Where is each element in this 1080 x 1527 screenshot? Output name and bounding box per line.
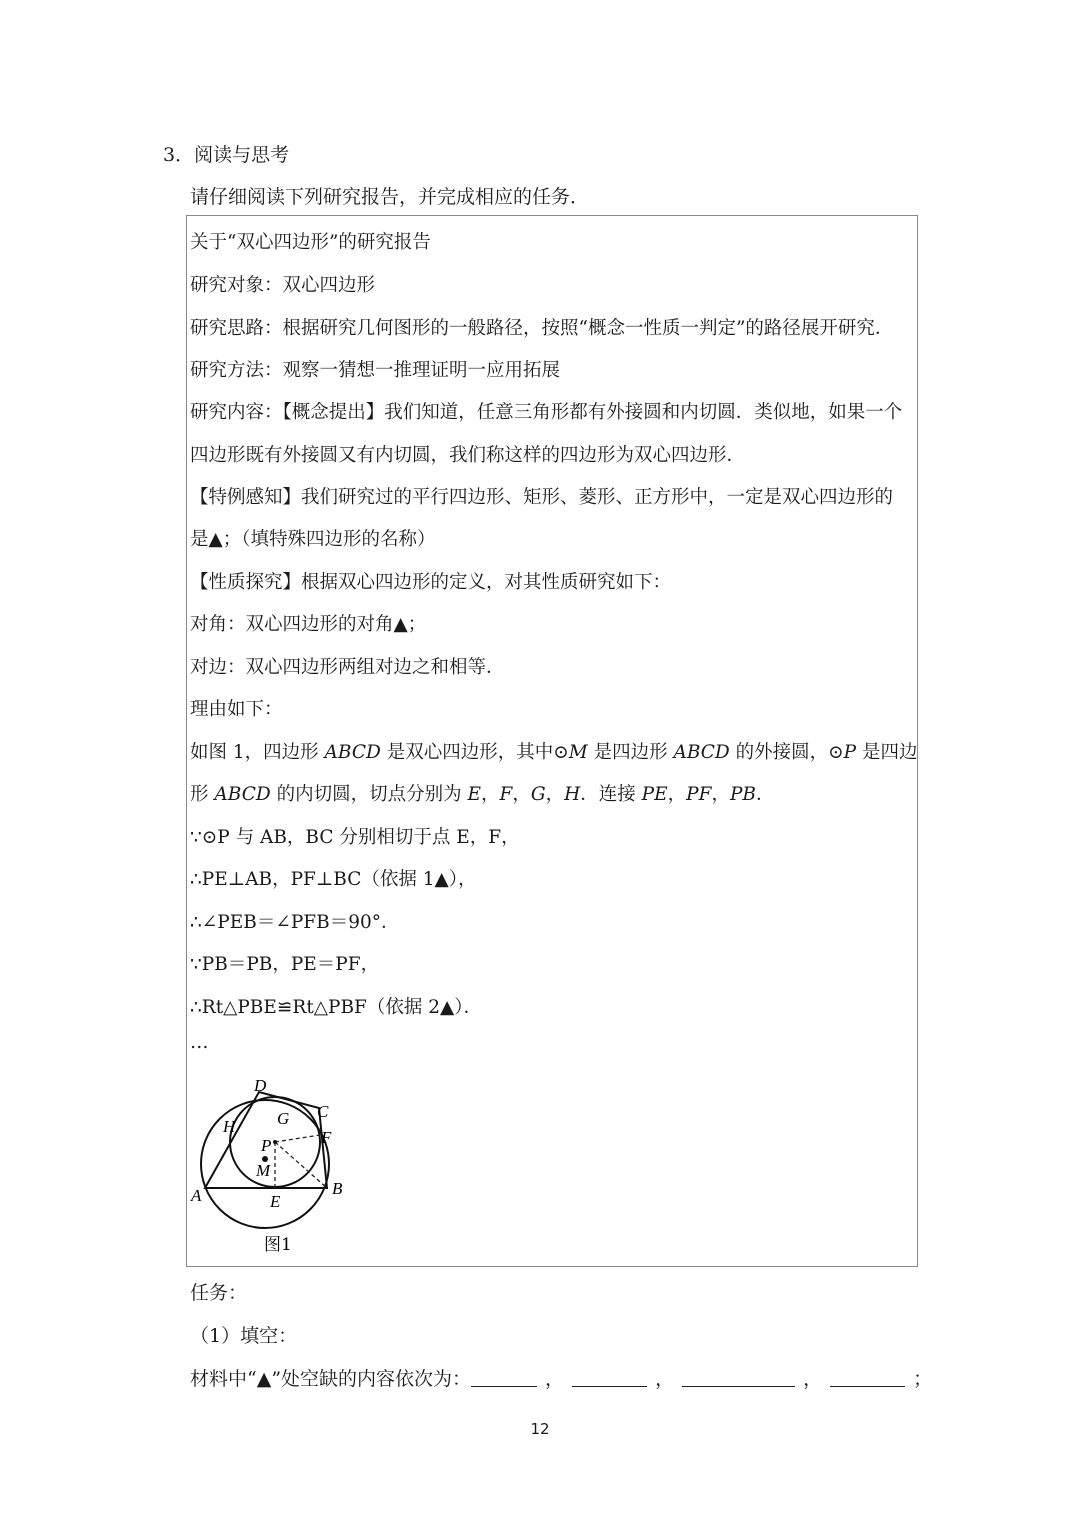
answer-blank-3[interactable]	[682, 1368, 795, 1387]
report-title: 关于“双心四边形”的研究报告	[190, 232, 431, 253]
proof-line-2: 形 ABCD 的内切圆，切点分别为 E，F，G，H．连接 PE，PF，PB．	[190, 784, 775, 805]
proof-line-1: 如图 1，四边形 ABCD 是双心四边形，其中⊙M 是四边形 ABCD 的外接圆，⊙P 是四边	[190, 742, 918, 763]
segment-PF	[275, 1135, 320, 1142]
label-P: P	[261, 1136, 272, 1155]
property-angles: 对角：双心四边形的对角▲；	[190, 614, 427, 635]
report-object: 研究对象：双心四边形	[190, 275, 376, 296]
label-E: E	[270, 1192, 281, 1211]
tasks-label: 任务：	[190, 1282, 248, 1304]
answer-blank-4[interactable]	[830, 1368, 905, 1387]
proof-step-1: ∵⊙P 与 AB，BC 分别相切于点 E，F，	[190, 827, 520, 848]
proof-step-2: ∴PE⊥AB，PF⊥BC（依据 1▲），	[190, 869, 477, 890]
report-content-line-2: 四边形既有外接圆又有内切圆，我们称这样的四边形为双心四边形．	[190, 445, 746, 466]
proof-ellipsis: …	[190, 1032, 209, 1053]
task-item-1: （1）填空：	[190, 1325, 298, 1347]
figure-caption: 图1	[264, 1235, 292, 1255]
report-content-line-1: 研究内容：【概念提出】我们知道，任意三角形都有外接圆和内切圆．类似地，如果一个	[190, 402, 903, 423]
answer-blank-2[interactable]	[572, 1368, 647, 1387]
label-C: C	[317, 1102, 329, 1121]
property-sides: 对边：双心四边形两组对边之和相等．	[190, 657, 505, 678]
question-number-title: 3．阅读与思考	[163, 144, 290, 166]
label-H: H	[223, 1117, 236, 1136]
label-F: F	[321, 1128, 332, 1147]
page-number: 12	[530, 1420, 550, 1438]
special-case-line-2: 是▲；（填特殊四边形的名称）	[190, 529, 436, 550]
special-case-line-1: 【特例感知】我们研究过的平行四边形、矩形、菱形、正方形中，一定是双心四边形的	[190, 487, 894, 508]
answer-blank-1[interactable]	[471, 1368, 537, 1387]
reason-label: 理由如下：	[190, 699, 283, 720]
report-idea: 研究思路：根据研究几何图形的一般路径，按照“概念一性质一判定”的路径展开研究．	[190, 318, 894, 339]
report-method: 研究方法：观察一猜想一推理证明一应用拓展	[190, 360, 561, 381]
label-A: A	[191, 1186, 202, 1205]
task-fill-line: 材料中“▲”处空缺的内容依次为： ， ， ， ；	[190, 1368, 933, 1390]
point-P	[273, 1140, 277, 1144]
proof-step-5: ∴Rt△PBE≌Rt△PBF（依据 2▲）．	[190, 997, 483, 1018]
label-B: B	[332, 1179, 343, 1198]
question-intro: 请仔细阅读下列研究报告，并完成相应的任务．	[190, 186, 590, 208]
label-G: G	[277, 1109, 290, 1128]
label-M: M	[256, 1161, 271, 1180]
proof-step-3: ∴∠PEB＝∠PFB＝90°．	[190, 912, 400, 933]
property-intro: 【性质探究】根据双心四边形的定义，对其性质研究如下：	[190, 572, 672, 593]
figure-1-diagram	[188, 1070, 363, 1260]
label-D: D	[254, 1076, 267, 1095]
proof-step-4: ∵PB＝PB，PE＝PF，	[190, 954, 380, 975]
